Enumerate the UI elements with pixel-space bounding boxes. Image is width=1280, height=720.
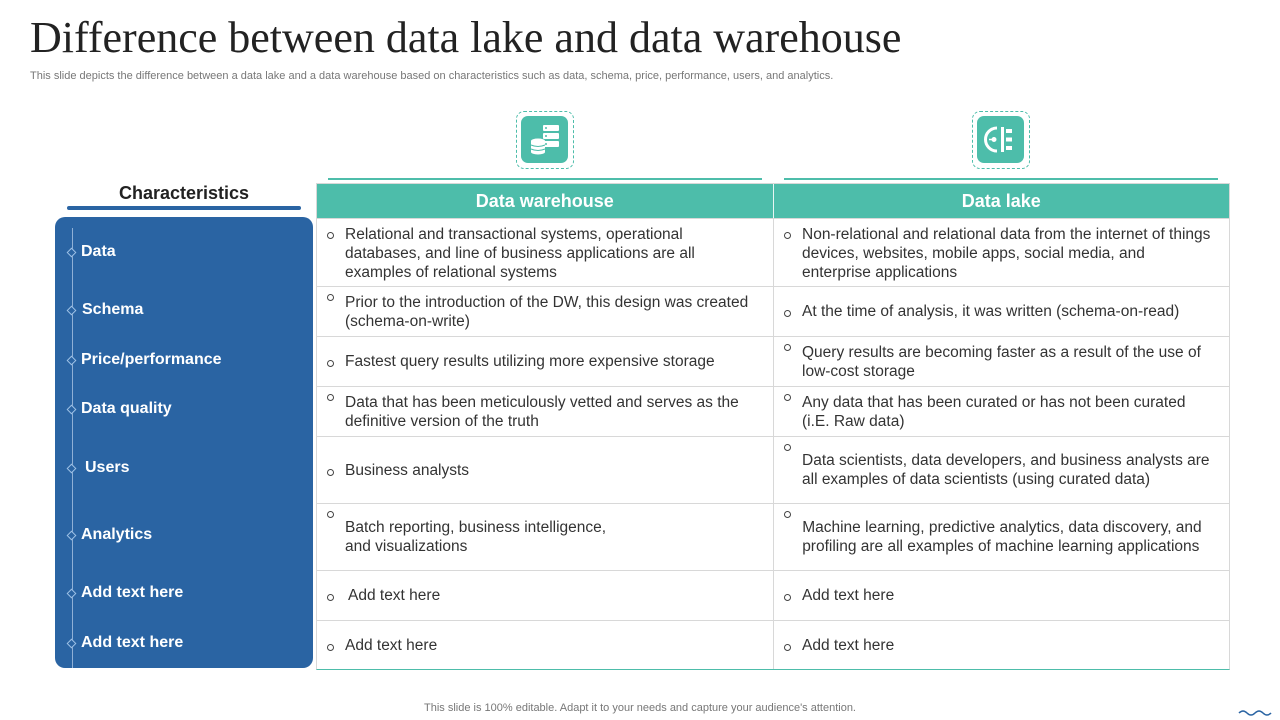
- warehouse-header-line: [328, 178, 762, 180]
- table-cell: [773, 219, 1229, 286]
- table-row: [317, 620, 1229, 669]
- characteristic-label: Analytics: [81, 526, 153, 543]
- bullet-icon: [784, 394, 791, 401]
- comparison-table: [316, 183, 1230, 670]
- characteristic-item-analytics: [68, 525, 152, 545]
- bullet-icon: [784, 511, 791, 518]
- diamond-icon: [67, 305, 77, 315]
- cell-text: Relational and transactional systems, operational databases, and line of business applications are all examples of relational systems: [345, 226, 695, 281]
- table-row: [317, 386, 1229, 436]
- table-cell: [317, 287, 773, 336]
- bullet-icon: [784, 232, 791, 239]
- diamond-icon: [67, 530, 77, 540]
- characteristic-label: Schema: [82, 301, 144, 318]
- bullet-icon: [784, 310, 791, 317]
- cell-text: Machine learning, predictive analytics, data discovery, and profiling are all examples of machine learning applications: [802, 519, 1202, 555]
- table-row: [317, 503, 1229, 570]
- table-cell: [773, 387, 1229, 436]
- table-row: [317, 286, 1229, 336]
- database-server-icon: [521, 116, 568, 163]
- table-cell: [317, 219, 773, 286]
- cell-text: Non-relational and relational data from the internet of things devices, websites, mobile apps, social media, and enterprise applications: [802, 226, 1211, 281]
- header-data-warehouse: Data warehouse: [475, 190, 614, 211]
- characteristics-header: Characteristics: [118, 183, 250, 203]
- diamond-icon: [67, 247, 77, 257]
- characteristics-underline: [67, 206, 301, 210]
- diamond-icon: [67, 638, 77, 648]
- characteristic-item-schema: [68, 300, 143, 320]
- table-cell: [773, 287, 1229, 336]
- wave-decoration-icon: [1238, 708, 1272, 718]
- table-cell: [773, 571, 1229, 620]
- cell-text: Business analysts: [345, 461, 470, 479]
- table-cell: [317, 387, 773, 436]
- characteristic-label: Data quality: [81, 400, 172, 417]
- characteristic-item-price-performance: [68, 350, 222, 370]
- cell-text: Add text here: [802, 587, 895, 604]
- slide-title: Difference between data lake and data warehouse: [30, 13, 902, 62]
- cell-text: Fastest query results utilizing more expensive storage: [345, 353, 715, 370]
- diamond-icon: [67, 463, 77, 473]
- bullet-icon: [327, 594, 334, 601]
- characteristic-label: Users: [85, 459, 130, 476]
- bullet-icon: [784, 644, 791, 651]
- characteristic-item-add-text-2: [68, 633, 183, 653]
- table-cell: [773, 621, 1229, 669]
- bullet-icon: [327, 644, 334, 651]
- table-cell: [773, 337, 1229, 386]
- cell-text: Batch reporting, business intelligence, and visualizations: [345, 519, 607, 555]
- cell-text: At the time of analysis, it was written (schema-on-read): [802, 303, 1180, 320]
- characteristic-label: Add text here: [81, 634, 184, 651]
- cell-text: Data scientists, data developers, and business analysts are all examples of data scientists (using curated data): [802, 452, 1210, 488]
- table-row: [317, 336, 1229, 386]
- data-flow-icon: [977, 116, 1024, 163]
- bullet-icon: [327, 394, 334, 401]
- table-row: [317, 218, 1229, 286]
- slide-footer: This slide is 100% editable. Adapt it to your needs and capture your audience's attention.: [424, 702, 856, 714]
- characteristic-item-users: [68, 458, 129, 478]
- characteristic-label: Price/performance: [81, 351, 222, 368]
- cell-text: Prior to the introduction of the DW, this design was created (schema-on-write): [345, 293, 749, 330]
- cell-text: Add text here: [802, 636, 895, 654]
- table-cell: [773, 437, 1229, 503]
- characteristic-label: Data: [81, 243, 116, 260]
- table-cell: [317, 504, 773, 570]
- table-cell: [317, 571, 773, 620]
- characteristic-item-data: [68, 242, 116, 262]
- table-row: [317, 436, 1229, 503]
- cell-text: Add text here: [345, 636, 438, 654]
- table-cell: [317, 337, 773, 386]
- characteristic-label: Add text here: [81, 584, 184, 601]
- bullet-icon: [327, 469, 334, 476]
- table-cell: [317, 621, 773, 669]
- bullet-icon: [784, 344, 791, 351]
- table-row: [317, 570, 1229, 620]
- diamond-icon: [67, 355, 77, 365]
- bullet-icon: [327, 511, 334, 518]
- bullet-icon: [327, 232, 334, 239]
- table-header: [317, 184, 1229, 218]
- diamond-icon: [67, 588, 77, 598]
- cell-text: Data that has been meticulously vetted and serves as the definitive version of the truth: [345, 393, 739, 430]
- lake-icon-frame: [972, 111, 1030, 169]
- header-data-lake: Data lake: [773, 184, 1230, 218]
- cell-text: Add text here: [348, 587, 441, 604]
- bullet-icon: [327, 360, 334, 367]
- characteristic-item-add-text-1: [68, 583, 183, 603]
- cell-text: Query results are becoming faster as a result of the use of low-cost storage: [802, 343, 1201, 380]
- table-cell: [317, 437, 773, 503]
- characteristic-item-data-quality: [68, 399, 172, 419]
- bullet-icon: [784, 444, 791, 451]
- diamond-icon: [67, 404, 77, 414]
- lake-header-line: [784, 178, 1218, 180]
- bullet-icon: [784, 594, 791, 601]
- cell-text: Any data that has been curated or has not been curated (i.E. Raw data): [802, 393, 1186, 430]
- slide-subtitle: This slide depicts the difference between a data lake and a data warehouse based on characteristics such as data, schema, price, performance, users, and analytics.: [30, 70, 834, 82]
- bullet-icon: [327, 294, 334, 301]
- warehouse-icon-frame: [516, 111, 574, 169]
- table-cell: [773, 504, 1229, 570]
